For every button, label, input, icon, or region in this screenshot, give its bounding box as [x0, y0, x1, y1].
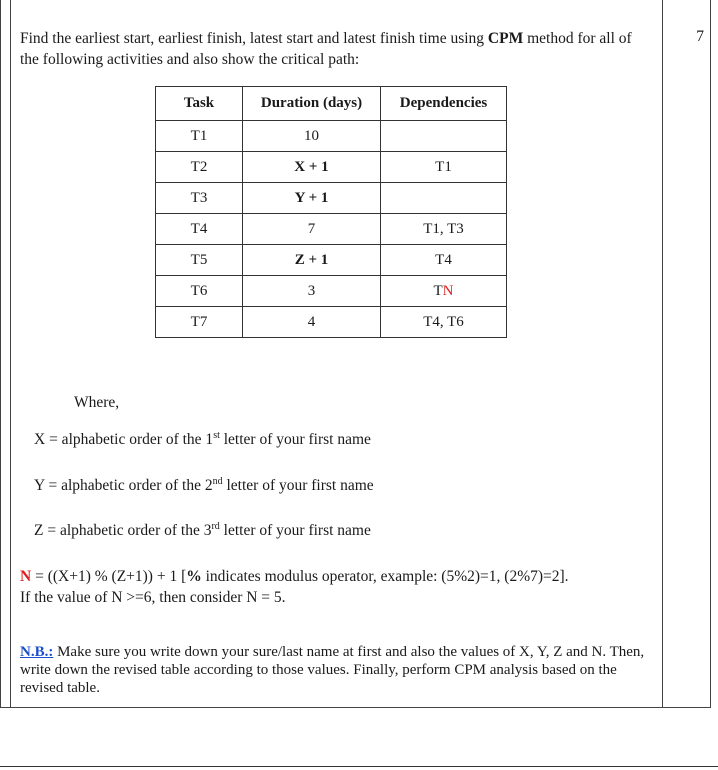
n-formula [20, 566, 660, 608]
definition-x [34, 430, 371, 449]
nb-text: Make sure you write down your sure/last name at first and also the values of X, Y, Z and N. Then, write down the revised table according to those values. Finally, perform CPM analysis based on the revised table. [20, 644, 645, 696]
n-formula-explanation: indicates modulus operator, example: (5%2)=1, (2%7)=2]. [201, 568, 569, 585]
table-row [156, 121, 507, 152]
cell-task: T4 [156, 214, 243, 245]
cell-deps: T4 [381, 245, 507, 276]
marks-value: 7 [696, 28, 704, 45]
where-label: Where, [74, 394, 120, 411]
cell-deps [381, 121, 507, 152]
cell-duration: 7 [243, 214, 381, 245]
question-text [20, 28, 650, 70]
cell-duration: X + 1 [243, 152, 381, 183]
header-duration: Duration (days) [243, 87, 381, 121]
table-row [156, 307, 507, 338]
definition-x-sup: st [213, 430, 220, 441]
definition-y-post: letter of your first name [222, 477, 374, 495]
header-dependencies: Dependencies [381, 87, 507, 121]
question-text-start: Find the earliest start, earliest finish, latest start and latest finish time using [20, 30, 488, 47]
definition-y-pre: Y = alphabetic order of the 2 [34, 477, 213, 495]
header-task: Task [156, 87, 243, 121]
table-row [156, 152, 507, 183]
cell-deps [381, 183, 507, 214]
definition-z-post: letter of your first name [219, 522, 371, 540]
frame-marks-divider [662, 0, 663, 708]
definition-y [34, 476, 374, 495]
definition-y-sup: nd [212, 476, 223, 487]
cell-task: T3 [156, 183, 243, 214]
definition-z-sup: rd [211, 521, 220, 532]
table-row [156, 214, 507, 245]
cell-deps: T1 [381, 152, 507, 183]
frame-outer-border [0, 0, 1, 708]
cell-duration: 10 [243, 121, 381, 152]
definition-z-pre: Z = alphabetic order of the 3 [34, 522, 212, 540]
table-row [156, 183, 507, 214]
cell-task: T7 [156, 307, 243, 338]
task-table [155, 86, 507, 338]
cell-deps-variable: N [442, 282, 454, 299]
definition-x-pre: X = alphabetic order of the 1 [34, 431, 214, 449]
nb-note [20, 643, 652, 697]
question-method: CPM [487, 30, 524, 47]
cell-duration: Z + 1 [243, 245, 381, 276]
n-variable: N [20, 568, 32, 585]
frame-right-border [710, 0, 711, 708]
page-bottom-rule [0, 766, 718, 767]
cell-duration: 3 [243, 276, 381, 307]
cell-deps: T1, T3 [381, 214, 507, 245]
cell-duration: Y + 1 [243, 183, 381, 214]
cell-task: T6 [156, 276, 243, 307]
cell-duration: 4 [243, 307, 381, 338]
n-formula-percent: % [186, 568, 202, 585]
frame-left-border [10, 0, 11, 708]
cell-task: T5 [156, 245, 243, 276]
question-text-end: method for all of the following activities and also show the critical path: [20, 30, 632, 68]
frame-bottom-border [0, 707, 711, 708]
cell-deps [381, 276, 507, 307]
cell-deps: T4, T6 [381, 307, 507, 338]
table-header-row [156, 87, 507, 121]
table-row [156, 276, 507, 307]
cell-task: T1 [156, 121, 243, 152]
definition-z [34, 521, 371, 540]
cell-task: T2 [156, 152, 243, 183]
n-formula-condition: If the value of N >=6, then consider N = 5. [20, 589, 286, 606]
table-row [156, 245, 507, 276]
n-formula-expression: = ((X+1) % (Z+1)) + 1 [ [31, 568, 187, 585]
nb-label: N.B.: [20, 644, 54, 660]
definition-x-post: letter of your first name [219, 431, 371, 449]
cell-deps-prefix: T [433, 282, 443, 299]
